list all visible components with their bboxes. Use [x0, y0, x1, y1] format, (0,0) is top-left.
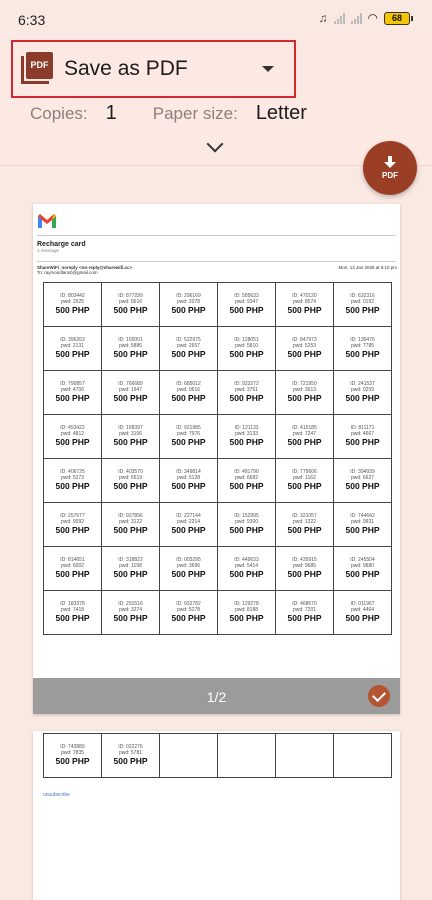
- card-password: pwd: 9931: [350, 519, 375, 525]
- recharge-card: [102, 415, 160, 459]
- card-password: pwd: 0192: [350, 299, 375, 305]
- card-id: ID: 241537: [350, 381, 375, 387]
- card-id: ID: 245504: [350, 557, 375, 563]
- card-row: [44, 459, 392, 503]
- card-id: ID: 318822: [118, 557, 143, 563]
- recharge-card: [334, 547, 392, 591]
- card-password: pwd: 5253: [292, 343, 317, 349]
- recharge-card-table-continued: [43, 733, 392, 778]
- download-icon: [384, 156, 396, 168]
- divider: [37, 235, 396, 236]
- card-password: pwd: 5414: [234, 563, 259, 569]
- recharge-card: [160, 591, 218, 635]
- card-amount: 500 PHP: [113, 756, 148, 766]
- recharge-card: [218, 547, 276, 591]
- mute-icon: ♫: [318, 11, 328, 25]
- card-amount: 500 PHP: [345, 393, 380, 403]
- card-password: pwd: 3274: [118, 607, 143, 613]
- recharge-card: [276, 503, 334, 547]
- recharge-card: [334, 591, 392, 635]
- card-password: pwd: 6682: [234, 475, 259, 481]
- card-password: pwd: 2657: [176, 343, 201, 349]
- card-id: ID: 011967: [350, 601, 375, 607]
- card-id: ID: 932782: [176, 601, 201, 607]
- signal-icon: [334, 12, 345, 24]
- card-row: [44, 503, 392, 547]
- card-amount: 500 PHP: [345, 613, 380, 623]
- card-amount: 500 PHP: [287, 569, 322, 579]
- card-id: ID: 927896: [118, 513, 143, 519]
- card-password: pwd: 1947: [118, 387, 143, 393]
- card-row: [44, 734, 392, 778]
- card-row: [44, 591, 392, 635]
- card-id: ID: 349814: [176, 469, 201, 475]
- status-time: 6:33: [18, 12, 46, 28]
- card-password: pwd: 9685: [292, 563, 317, 569]
- card-id: ID: 152995: [234, 513, 259, 519]
- card-password: pwd: 5278: [176, 607, 201, 613]
- card-amount: 500 PHP: [171, 613, 206, 623]
- card-password: pwd: 9880: [350, 563, 375, 569]
- card-password: pwd: 4706: [60, 387, 85, 393]
- recharge-card: [334, 283, 392, 327]
- destination-label: Save as PDF: [64, 57, 188, 80]
- card-amount: 500 PHP: [55, 349, 90, 359]
- card-amount: 500 PHP: [229, 437, 264, 447]
- paper-size-label: Paper size:: [152, 104, 238, 123]
- card-password: pwd: 7976: [176, 431, 201, 437]
- card-id: ID: 721950: [292, 381, 317, 387]
- signal-icon-2: [351, 12, 362, 24]
- card-password: pwd: 3133: [234, 431, 259, 437]
- card-row: [44, 415, 392, 459]
- recharge-card: [44, 591, 102, 635]
- recharge-card: [334, 459, 392, 503]
- card-id: ID: 403570: [118, 469, 143, 475]
- card-password: pwd: 4812: [60, 431, 85, 437]
- card-id: ID: 128051: [234, 337, 259, 343]
- recharge-card: [102, 503, 160, 547]
- card-id: ID: 468670: [292, 601, 317, 607]
- card-amount: 500 PHP: [229, 481, 264, 491]
- page-indicator-bar: [33, 678, 400, 714]
- card-amount: 500 PHP: [287, 525, 322, 535]
- card-id: ID: 585633: [234, 293, 259, 299]
- card-id: ID: 415185: [292, 425, 317, 431]
- card-password: pwd: 5810: [234, 343, 259, 349]
- download-pdf-label: PDF: [382, 171, 398, 180]
- divider: [37, 261, 396, 262]
- recharge-card: [160, 371, 218, 415]
- card-amount: 500 PHP: [345, 437, 380, 447]
- card-id: ID: 135476: [350, 337, 375, 343]
- wifi-icon: ◠: [367, 11, 378, 25]
- card-password: pwd: 8574: [292, 299, 317, 305]
- card-amount: 500 PHP: [229, 393, 264, 403]
- card-id: ID: 522975: [176, 337, 201, 343]
- options-row: [30, 102, 307, 125]
- recharge-card: [44, 371, 102, 415]
- recharge-card: [44, 415, 102, 459]
- recharge-card: [102, 459, 160, 503]
- card-row: [44, 371, 392, 415]
- card-amount: 500 PHP: [229, 569, 264, 579]
- card-amount: 500 PHP: [287, 613, 322, 623]
- card-id: ID: 321057: [292, 513, 317, 519]
- card-amount: 500 PHP: [287, 481, 322, 491]
- card-amount: 500 PHP: [229, 525, 264, 535]
- card-id: ID: 406725: [60, 469, 85, 475]
- email-to: To: raymondlans0@gmail.com: [37, 270, 98, 275]
- gmail-logo-icon: [37, 212, 57, 230]
- card-amount: 500 PHP: [55, 569, 90, 579]
- card-amount: 500 PHP: [113, 525, 148, 535]
- pdf-file-icon: PDF: [21, 52, 55, 86]
- card-password: pwd: 5781: [118, 750, 143, 756]
- card-amount: 500 PHP: [287, 349, 322, 359]
- recharge-card: [334, 327, 392, 371]
- card-amount: 500 PHP: [55, 613, 90, 623]
- card-password: pwd: 4464: [350, 607, 375, 613]
- recharge-card: [334, 371, 392, 415]
- destination-selector[interactable]: [11, 40, 296, 98]
- recharge-card: [276, 591, 334, 635]
- expand-options-chevron-icon[interactable]: [207, 136, 224, 153]
- recharge-card: [102, 591, 160, 635]
- recharge-card: [44, 547, 102, 591]
- card-amount: 500 PHP: [55, 756, 90, 766]
- card-amount: 500 PHP: [171, 437, 206, 447]
- recharge-card: [160, 547, 218, 591]
- battery-icon: 68: [384, 12, 410, 25]
- recharge-card: [44, 734, 102, 778]
- card-amount: 500 PHP: [55, 393, 90, 403]
- card-password: pwd: 8188: [234, 607, 259, 613]
- card-id: ID: 470120: [292, 293, 317, 299]
- card-amount: 500 PHP: [113, 481, 148, 491]
- download-pdf-button[interactable]: [363, 141, 417, 195]
- card-amount: 500 PHP: [287, 305, 322, 315]
- card-password: pwd: 7201: [292, 607, 317, 613]
- recharge-card: [334, 503, 392, 547]
- card-password: pwd: 2078: [176, 299, 201, 305]
- recharge-card: [218, 734, 276, 778]
- recharge-card: [276, 371, 334, 415]
- card-password: pwd: 7785: [350, 343, 375, 349]
- recharge-card: [218, 503, 276, 547]
- card-id: ID: 121133: [234, 425, 259, 431]
- card-password: pwd: 3696: [176, 563, 201, 569]
- card-id: ID: 168397: [118, 425, 143, 431]
- card-id: ID: 811171: [350, 425, 375, 431]
- card-password: pwd: 7247: [292, 431, 317, 437]
- page-preview-1[interactable]: [33, 204, 400, 714]
- card-id: ID: 396263: [60, 337, 85, 343]
- recharge-card: [44, 327, 102, 371]
- print-options-panel: [0, 32, 432, 166]
- card-password: pwd: 1322: [292, 519, 317, 525]
- card-amount: 500 PHP: [171, 305, 206, 315]
- recharge-card-table: [43, 282, 392, 635]
- email-header: [37, 241, 397, 254]
- copies-label: Copies:: [30, 104, 88, 123]
- page-selected-check-icon[interactable]: [368, 685, 390, 707]
- card-password: pwd: 3613: [292, 387, 317, 393]
- recharge-card: [276, 734, 334, 778]
- card-amount: 500 PHP: [229, 305, 264, 315]
- card-id: ID: 775606: [292, 469, 317, 475]
- card-amount: 500 PHP: [171, 481, 206, 491]
- recharge-card: [44, 459, 102, 503]
- recharge-card: [160, 415, 218, 459]
- card-password: pwd: 6002: [60, 563, 85, 569]
- recharge-card: [276, 283, 334, 327]
- email-subject: Recharge card: [37, 241, 86, 248]
- card-amount: 500 PHP: [171, 569, 206, 579]
- card-id: ID: 685012: [176, 381, 201, 387]
- card-row: [44, 283, 392, 327]
- page-indicator: 1/2: [206, 689, 227, 705]
- card-id: ID: 453422: [60, 425, 85, 431]
- card-amount: 500 PHP: [113, 305, 148, 315]
- card-amount: 500 PHP: [55, 481, 90, 491]
- card-password: pwd: 5128: [176, 475, 201, 481]
- card-id: ID: 296169: [176, 293, 201, 299]
- card-id: ID: 257677: [60, 513, 85, 519]
- card-id: ID: 003295: [176, 557, 201, 563]
- card-amount: 500 PHP: [229, 349, 264, 359]
- recharge-card: [218, 415, 276, 459]
- card-id: ID: 847973: [292, 337, 317, 343]
- card-amount: 500 PHP: [345, 569, 380, 579]
- card-amount: 500 PHP: [345, 305, 380, 315]
- card-id: ID: 394939: [350, 469, 375, 475]
- card-amount: 500 PHP: [55, 437, 90, 447]
- card-amount: 500 PHP: [171, 349, 206, 359]
- recharge-card: [218, 371, 276, 415]
- card-id: ID: 632316: [350, 293, 375, 299]
- card-password: pwd: 9092: [60, 519, 85, 525]
- unsubscribe-link[interactable]: unsubscribe: [43, 792, 70, 798]
- card-row: [44, 327, 392, 371]
- card-id: ID: 481790: [234, 469, 259, 475]
- card-password: pwd: 7418: [60, 607, 85, 613]
- recharge-card: [102, 547, 160, 591]
- card-amount: 500 PHP: [229, 613, 264, 623]
- card-id: ID: 744642: [350, 513, 375, 519]
- card-password: pwd: 6616: [118, 299, 143, 305]
- card-amount: 500 PHP: [55, 525, 90, 535]
- recharge-card: [44, 503, 102, 547]
- card-amount: 500 PHP: [113, 349, 148, 359]
- card-password: pwd: 2925: [60, 299, 85, 305]
- card-password: pwd: 9347: [234, 299, 259, 305]
- card-amount: 500 PHP: [287, 437, 322, 447]
- card-amount: 500 PHP: [113, 569, 148, 579]
- status-icons: [319, 11, 410, 25]
- card-password: pwd: 3761: [234, 387, 259, 393]
- card-id: ID: 877299: [118, 293, 143, 299]
- recharge-card: [102, 734, 160, 778]
- card-amount: 500 PHP: [345, 481, 380, 491]
- recharge-card: [160, 327, 218, 371]
- recharge-card: [102, 327, 160, 371]
- card-password: pwd: 7835: [60, 750, 85, 756]
- card-id: ID: 766689: [118, 381, 143, 387]
- card-id: ID: 803442: [60, 293, 85, 299]
- card-id: ID: 790857: [60, 381, 85, 387]
- card-amount: 500 PHP: [113, 613, 148, 623]
- email-date: Mon, 13 Jan 2025 at 6:10 pm: [338, 265, 397, 270]
- recharge-card: [44, 283, 102, 327]
- card-row: [44, 547, 392, 591]
- card-password: pwd: 6519: [118, 475, 143, 481]
- recharge-card: [218, 591, 276, 635]
- recharge-card: [276, 547, 334, 591]
- card-password: pwd: 5886: [118, 343, 143, 349]
- card-amount: 500 PHP: [55, 305, 90, 315]
- card-amount: 500 PHP: [113, 393, 148, 403]
- card-id: ID: 743889: [60, 744, 85, 750]
- card-id: ID: 165001: [118, 337, 143, 343]
- card-id: ID: 291516: [118, 601, 143, 607]
- recharge-card: [276, 327, 334, 371]
- recharge-card: [102, 283, 160, 327]
- card-id: ID: 435915: [292, 557, 317, 563]
- card-id: ID: 921985: [176, 425, 201, 431]
- card-amount: 500 PHP: [171, 525, 206, 535]
- card-amount: 500 PHP: [113, 437, 148, 447]
- message-count: 1 message: [37, 248, 60, 253]
- card-password: pwd: 4667: [350, 431, 375, 437]
- card-id: ID: 022276: [118, 744, 143, 750]
- dropdown-caret-icon: [262, 66, 274, 72]
- recharge-card: [218, 283, 276, 327]
- card-password: pwd: 1198: [119, 563, 142, 569]
- recharge-card: [334, 415, 392, 459]
- card-id: ID: 923272: [234, 381, 259, 387]
- card-password: pwd: 9300: [234, 519, 259, 525]
- recharge-card: [160, 734, 218, 778]
- email-sender-block: [37, 265, 397, 275]
- card-amount: 500 PHP: [345, 525, 380, 535]
- recharge-card: [276, 415, 334, 459]
- card-id: ID: 814651: [60, 557, 85, 563]
- copies-value[interactable]: 1: [105, 102, 117, 124]
- card-id: ID: 227144: [176, 513, 201, 519]
- card-amount: 500 PHP: [287, 393, 322, 403]
- card-password: pwd: 1162: [293, 475, 316, 481]
- card-password: pwd: 5273: [60, 475, 85, 481]
- card-id: ID: 183378: [60, 601, 85, 607]
- recharge-card: [102, 371, 160, 415]
- recharge-card: [218, 327, 276, 371]
- card-id: ID: 129278: [234, 601, 259, 607]
- recharge-card: [160, 503, 218, 547]
- recharge-card: [218, 459, 276, 503]
- card-amount: 500 PHP: [345, 349, 380, 359]
- card-password: pwd: 3106: [118, 431, 143, 437]
- email-from: ShareWiFi_noreply <no-reply@sharewifi.cc>: [37, 265, 133, 270]
- recharge-card: [160, 283, 218, 327]
- recharge-card: [334, 734, 392, 778]
- card-password: pwd: 6627: [350, 475, 375, 481]
- card-password: pwd: 2131: [60, 343, 85, 349]
- card-password: pwd: 2214: [176, 519, 201, 525]
- page-preview-2[interactable]: [33, 731, 400, 900]
- card-id: ID: 449633: [234, 557, 259, 563]
- paper-size-value[interactable]: Letter: [255, 102, 307, 124]
- card-amount: 500 PHP: [171, 393, 206, 403]
- card-password: pwd: 0616: [176, 387, 201, 393]
- recharge-card: [276, 459, 334, 503]
- card-password: pwd: 0259: [350, 387, 375, 393]
- card-password: pwd: 3122: [118, 519, 143, 525]
- recharge-card: [160, 459, 218, 503]
